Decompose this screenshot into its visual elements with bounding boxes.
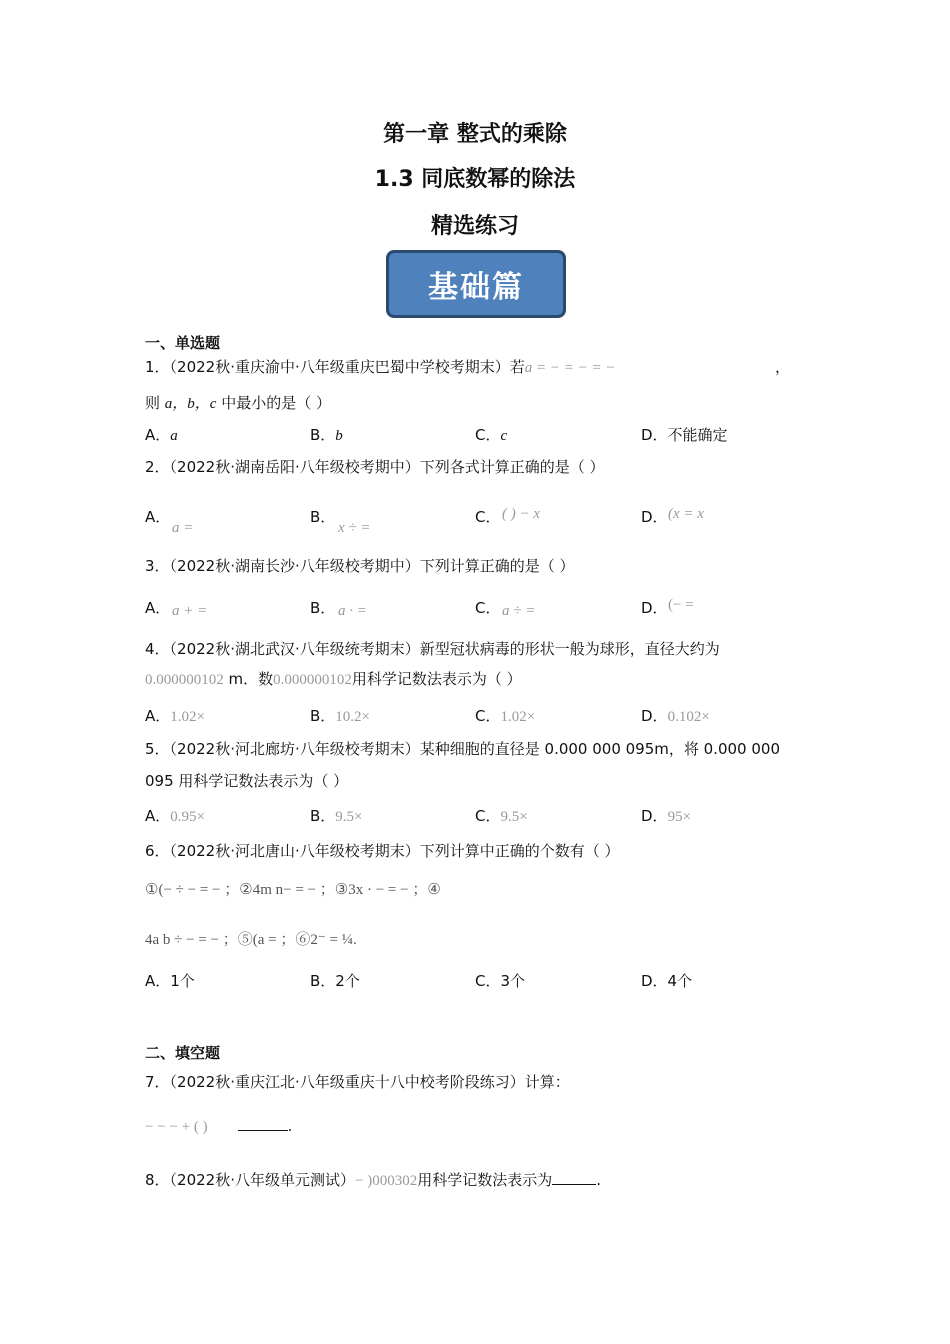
question-2: 2．（2022秋·湖南岳阳·八年级校考期中）下列各式计算正确的是（ ） [145,458,605,476]
math: − )000302 [355,1173,418,1189]
math: ( ) − x [502,506,541,522]
chapter-title: 第一章 整式的乘除 [383,122,567,147]
value: a [170,428,178,444]
math: (− = [668,597,694,613]
math: x ÷ = [338,520,371,536]
option-c[interactable]: C． [475,599,501,617]
option-b[interactable]: B．10.2× [310,707,371,725]
question-1 [145,356,616,377]
value: b [335,428,343,444]
subtitle: 精选练习 [430,214,519,239]
option-b[interactable]: B．9.5× [310,807,363,825]
label: A． [145,426,171,444]
q7-expression: − − − + ( ) . [145,1117,293,1135]
text: 中最小的是（ ） [221,394,332,412]
math: − − − + ( ) [145,1119,208,1135]
q-stem: 1．（2022秋·重庆渝中·八年级重庆巴蜀中学校考期末）若 [145,358,525,376]
section-heading: 一、单选题 [145,334,221,352]
option-b[interactable]: B．2个 [310,972,360,990]
option-a[interactable]: A．0.95× [145,807,205,825]
text: 用科学记数法表示为（ ） [351,670,522,688]
text: 则 [145,394,161,412]
option-a[interactable]: A． [145,599,171,617]
level-badge-text: 基础篇 [428,270,524,305]
option-d[interactable]: D．不能确定 [641,426,728,444]
label: B． [310,426,336,444]
option-b[interactable]: B． [310,508,336,526]
math: 0.000000102 [145,672,224,688]
answer-blank[interactable] [238,1130,288,1131]
math: a = [172,520,194,536]
comma: ， [775,358,791,376]
question-7: 7．（2022秋·重庆江北·八年级重庆十八中校考阶段练习）计算： [145,1073,570,1091]
section-title: 1.3 同底数幂的除法 [374,167,576,192]
q1-line2 [145,392,331,413]
math: a · = [338,603,367,619]
option-d[interactable]: D．0.102× [641,707,710,725]
math: a ÷ = [502,603,536,619]
value: c [500,428,508,444]
math: 0.000000102 [273,672,352,688]
question-4: 4．（2022秋·湖北武汉·八年级统考期末）新型冠状病毒的形状一般为球形，直径大约为 [145,640,720,658]
option-d[interactable]: D．4个 [641,972,693,990]
option-d[interactable]: D．95× [641,807,692,825]
option-b[interactable] [310,424,343,445]
label: C． [475,426,501,444]
q6-items-line1: ①(− ÷ − = − ；②4m n− = − ；③3x · − = − ；④ [145,882,441,898]
answer-blank[interactable] [552,1184,596,1185]
question-8: 8．（2022秋·八年级单元测试）− )000302用科学记数法表示为 . [145,1171,602,1189]
q6-items-line2: 4a b ÷ − = − ；⑤(a = ；⑥2⁻ = ¼. [145,932,357,948]
question-6: 6．（2022秋·河北唐山·八年级校考期末）下列计算中正确的个数有（ ） [145,842,620,860]
option-c[interactable]: C．3个 [475,972,526,990]
option-a[interactable]: A．1个 [145,972,195,990]
math: (x = x [668,506,704,522]
option-a[interactable]: A． [145,508,171,526]
option-a[interactable]: A．1.02× [145,707,205,725]
option-c[interactable]: C．1.02× [475,707,536,725]
q4-line2 [145,668,522,689]
question-3: 3．（2022秋·湖南长沙·八年级校考期中）下列计算正确的是（ ） [145,557,575,575]
option-b[interactable]: B． [310,599,336,617]
question-5: 5．（2022秋·河北廊坊·八年级校考期末）某种细胞的直径是 0.000 000 095m，将 0.000 000 [145,740,780,758]
option-c[interactable]: C． [475,508,501,526]
option-d[interactable]: D． [641,508,668,526]
math: a + = [172,603,208,619]
section-heading: 二、填空题 [145,1044,221,1062]
text: m．数 [228,670,274,688]
option-a[interactable] [145,424,178,445]
math: a = − = − = − [524,360,616,376]
q5-line2: 095 用科学记数法表示为（ ） [145,772,349,790]
option-d[interactable]: D． [641,599,668,617]
level-badge [386,250,566,318]
vars: a，b，c [164,396,217,412]
option-c[interactable] [475,424,507,445]
option-c[interactable]: C．9.5× [475,807,528,825]
